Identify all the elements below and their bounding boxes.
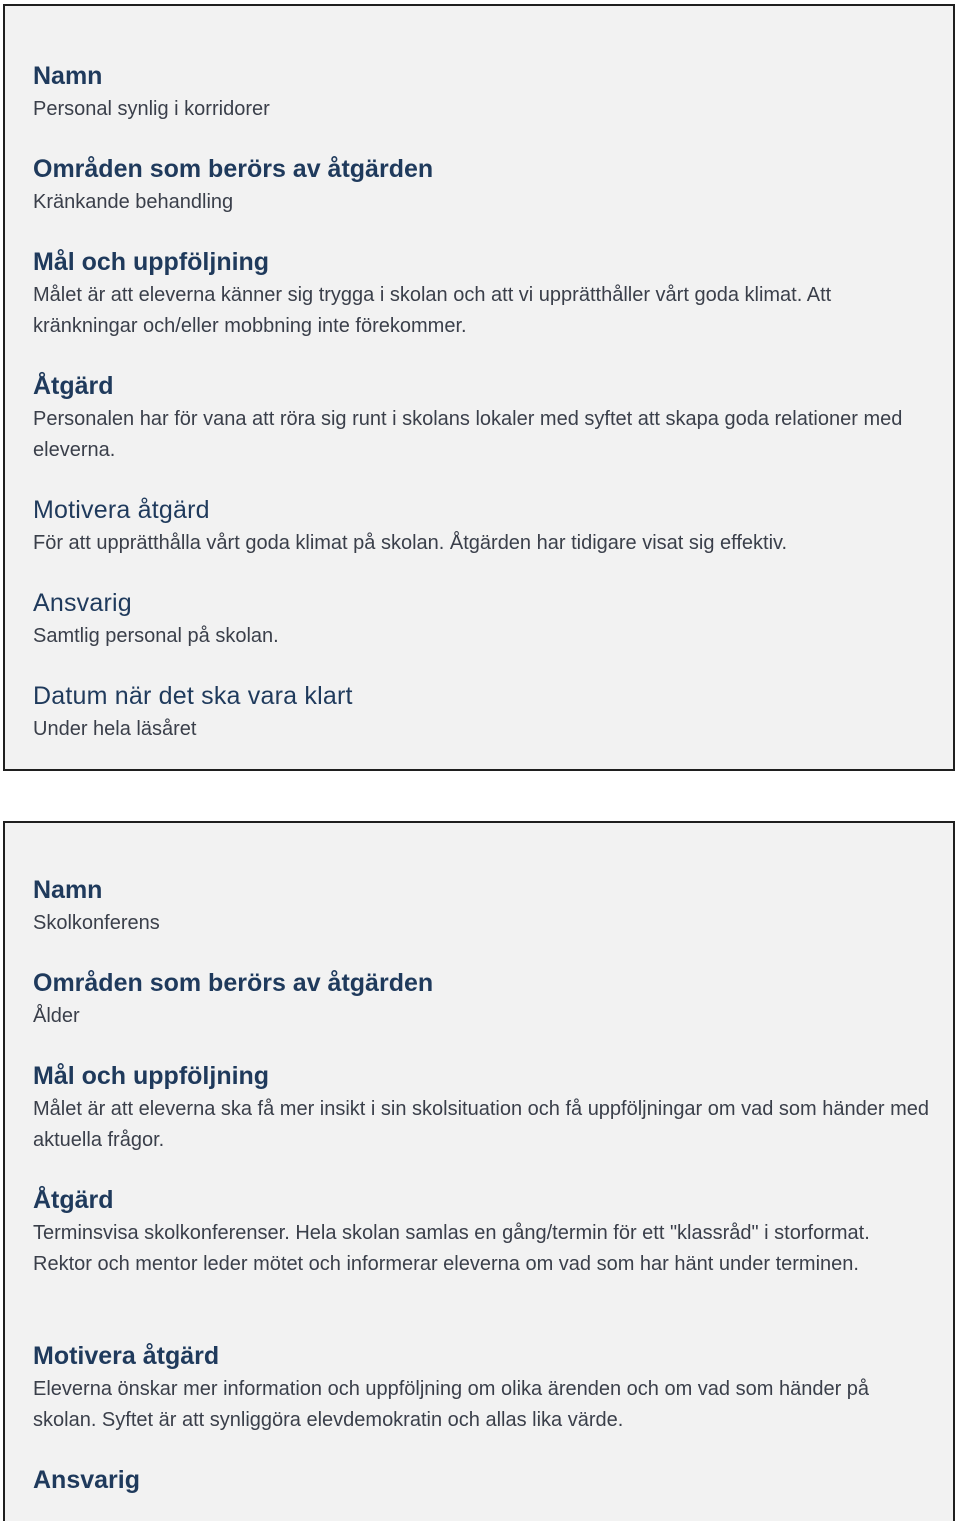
field-label: Områden som berörs av åtgärden [33,969,434,997]
field-label: Namn [33,62,103,90]
field-goal [33,247,933,342]
field-motivation [33,495,933,559]
field-value: Skolkonferens [33,912,160,934]
field-areas [33,968,933,1032]
field-responsible [33,588,933,652]
field-name [33,61,933,125]
field-action [33,1185,933,1280]
field-value: För att upprätthålla vårt goda klimat på skolan. Åtgärden har tidigare visat sig effektiv. [33,532,788,554]
field-action [33,371,933,466]
field-label: Datum när det ska vara klart [33,682,353,710]
field-label: Mål och uppföljning [33,248,270,276]
field-value: Terminsvisa skolkonferenser. Hela skolan samlas en gång/termin för ett "klassråd" i storformat. Rektor och mentor leder mötet och informerar eleverna om vad som har hänt under terminen. [33,1222,870,1275]
field-areas [33,154,933,218]
field-value: Målet är att eleverna ska få mer insikt i sin skolsituation och få uppföljningar om vad som händer med aktuella frågor. [33,1098,929,1151]
action-card [3,4,955,771]
field-value: Målet är att eleverna känner sig trygga i skolan och att vi upprätthåller vårt goda klimat. Att kränkningar och/eller mobbning inte förekommer. [33,284,832,337]
field-value: Eleverna önskar mer information och uppföljning om olika ärenden och om vad som händer på skolan. Syftet är att synliggöra elevdemokratin och allas lika värde. [33,1378,870,1431]
field-label: Motivera åtgärd [33,496,210,524]
field-label: Namn [33,876,103,904]
field-label: Ansvarig [33,1466,140,1494]
field-value: Under hela läsåret [33,718,197,740]
field-name [33,875,933,939]
field-value: Kränkande behandling [33,191,234,213]
field-goal [33,1061,933,1156]
field-value: Personalen har för vana att röra sig runt i skolans lokaler med syftet att skapa goda relationer med eleverna. [33,408,903,461]
field-motivation [33,1341,933,1436]
field-label: Åtgärd [33,1186,114,1214]
field-value: Samtlig personal på skolan. [33,625,279,647]
field-label: Områden som berörs av åtgärden [33,155,434,183]
field-label: Åtgärd [33,372,114,400]
field-value: Ålder [33,1005,80,1027]
action-card [3,821,955,1521]
field-responsible [33,1465,933,1495]
field-label: Mål och uppföljning [33,1062,270,1090]
field-deadline [33,681,933,745]
field-value: Personal synlig i korridorer [33,98,270,120]
field-label: Motivera åtgärd [33,1342,220,1370]
field-label: Ansvarig [33,589,132,617]
